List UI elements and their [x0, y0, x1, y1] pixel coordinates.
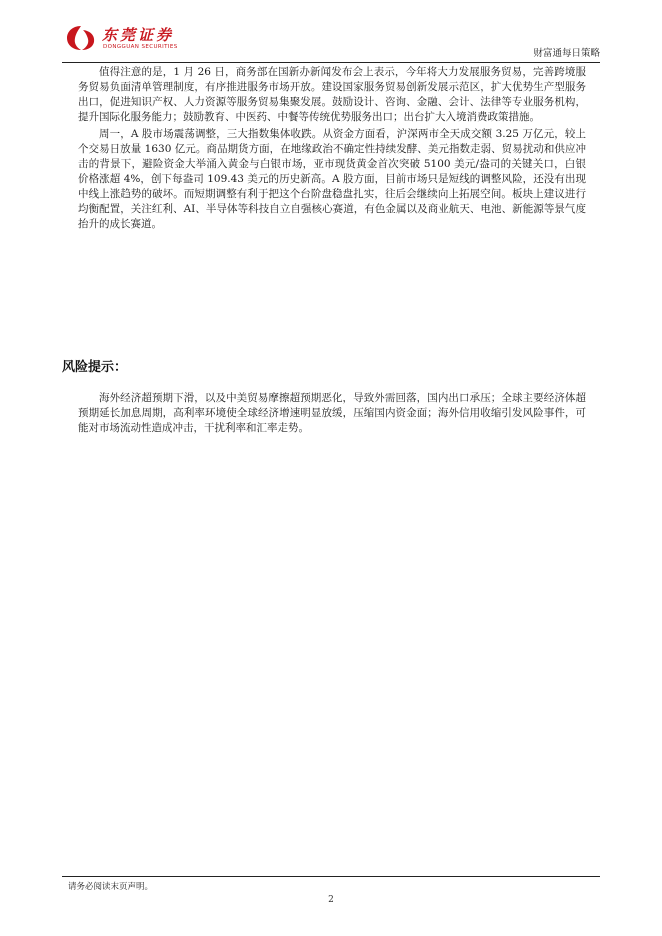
risk-section	[78, 391, 586, 436]
dongguan-securities-logo-icon	[65, 24, 97, 52]
footer-divider	[62, 876, 600, 877]
main-content	[78, 65, 586, 232]
page-number: 2	[328, 895, 334, 905]
logo-chinese-name: 东莞证券	[102, 26, 175, 44]
footer-disclaimer: 请务必阅读末页声明。	[68, 882, 154, 892]
risk-paragraph: 海外经济超预期下滑，以及中美贸易摩擦超预期恶化，导致外需回落，国内出口承压；全球主要经济体超预期延长加息周期，高利率环境使全球经济增速明显放缓，压缩国内资金面；海外信用收缩引发风险事件，可能对市场流动性造成冲击，干扰利率和汇率走势。	[78, 392, 586, 434]
page-header	[62, 22, 600, 63]
paragraph-services-trade: 值得注意的是，1 月 26 日，商务部在国新办新闻发布会上表示，今年将大力发展服务贸易，完善跨境服务贸易负面清单管理制度，有序推进服务市场开放。建设国家服务贸易创新发展示范区，扩大优势生产型服务出口，促进知识产权、人力资源等服务贸易集聚发展。鼓励设计、咨询、金融、会计、法律等专业服务机构，提升国际化服务能力；鼓励教育、中医药、中餐等传统优势服务出口；出台扩大入境消费政策措施。	[78, 66, 586, 123]
company-logo	[62, 22, 192, 58]
paragraph-market-review: 周一，A 股市场震荡调整，三大指数集体收跌。从资金方面看，沪深两市全天成交额 3.25 万亿元，较上个交易日放量 1630 亿元。商品期货方面，在地缘政治不确定性持续发酵、美元指数走弱、贸易扰动和供应冲击的背景下，避险资金大举涌入黄金与白银市场，亚市现货黄金首次突破 5100 美元/盎司的关键关口，白银价格涨超 4%，创下每盎司 109.43 美元的历史新高。A 股方面，目前市场只是短线的调整风险，还没有出现中线上涨趋势的破坏。而短期调整有利于把这个台阶盘稳盘扎实，往后会继续向上拓展空间。板块上建议进行均衡配置，关注红利、AI、半导体等科技自立自强核心赛道，有色金属以及商业航天、电池、新能源等景气度抬升的成长赛道。	[78, 128, 586, 230]
risk-section-title: 风险提示：	[62, 360, 128, 375]
report-title: 财富通每日策略	[533, 48, 600, 59]
logo-english-name: DONGGUAN SECURITIES	[103, 44, 178, 50]
